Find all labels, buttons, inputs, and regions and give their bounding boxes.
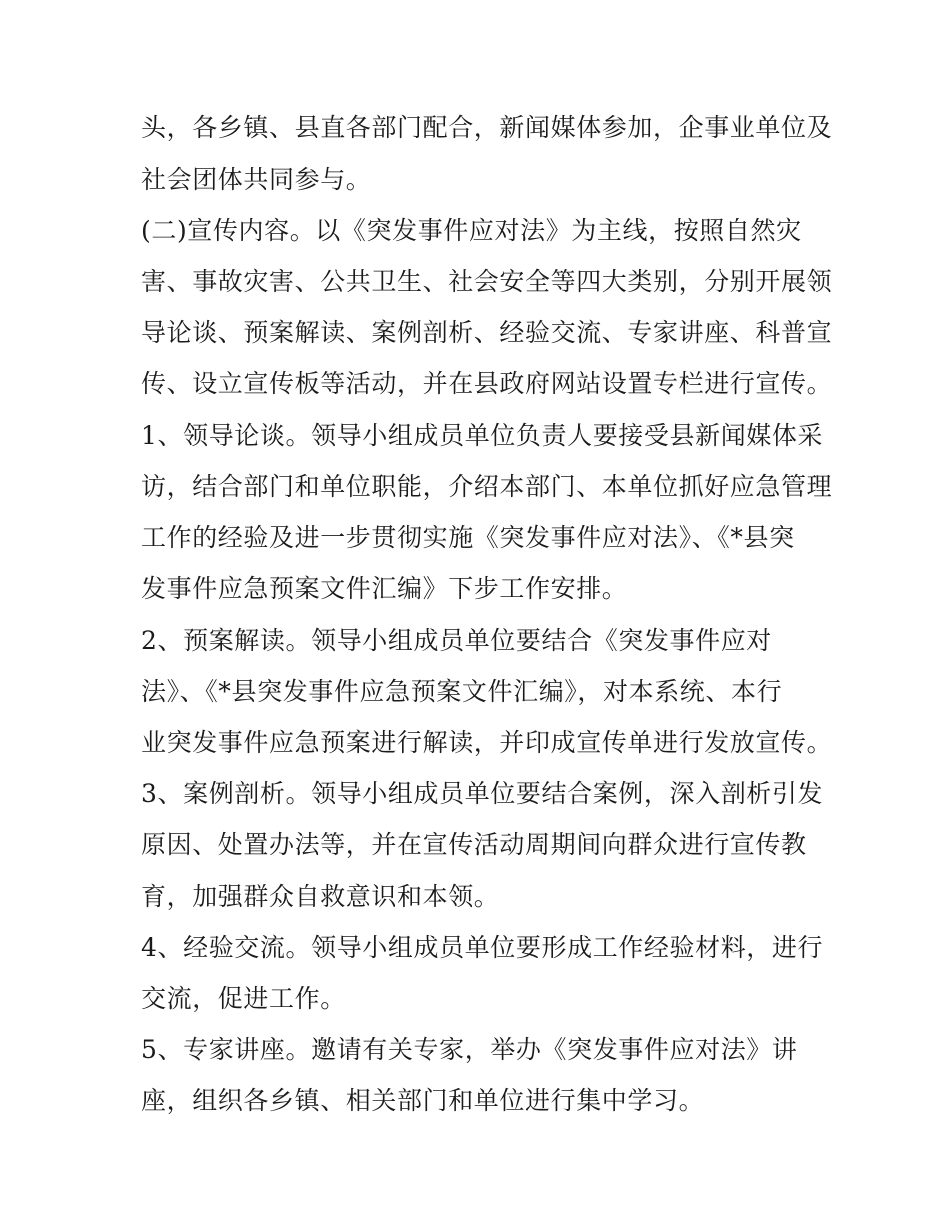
text-line: 传、设立宣传板等活动，并在县政府网站设置专栏进行宣传。 [141, 369, 833, 398]
text-line: 导论谈、预案解读、案例剖析、经验交流、专家讲座、科普宣 [141, 318, 833, 347]
text-line: 3、案例剖析。领导小组成员单位要结合案例，深入剖析引发 [141, 779, 824, 808]
text-line: 2、预案解读。领导小组成员单位要结合《突发事件应对 [141, 626, 772, 655]
text-line: 头，各乡镇、县直各部门配合，新闻媒体参加，企事业单位及 [141, 113, 833, 142]
text-line: 交流，促进工作。 [141, 984, 346, 1013]
text-line: 座，组织各乡镇、相关部门和单位进行集中学习。 [141, 1086, 705, 1115]
text-line: 害、事故灾害、公共卫生、社会安全等四大类别，分别开展领 [141, 267, 833, 296]
text-line: 育，加强群众自救意识和本领。 [141, 882, 500, 911]
text-line: (二)宣传内容。以《突发事件应对法》为主线，按照自然灾 [141, 216, 802, 245]
text-line: 工作的经验及进一步贯彻实施《突发事件应对法》、《*县突 [141, 523, 795, 552]
text-line: 访，结合部门和单位职能，介绍本部门、本单位抓好应急管理 [141, 472, 833, 501]
text-line: 5、专家讲座。邀请有关专家，举办《突发事件应对法》讲 [141, 1035, 798, 1064]
text-line: 4、经验交流。领导小组成员单位要形成工作经验材料，进行 [141, 933, 824, 962]
text-line: 原因、处置办法等，并在宣传活动周期间向群众进行宣传教 [141, 830, 807, 859]
text-line: 发事件应急预案文件汇编》下步工作安排。 [141, 574, 628, 603]
text-line: 业突发事件应急预案进行解读，并印成宣传单进行发放宣传。 [141, 728, 833, 757]
text-line: 法》、《*县突发事件应急预案文件汇编》，对本系统、本行 [141, 677, 783, 706]
text-line: 1、领导论谈。领导小组成员单位负责人要接受县新闻媒体采 [141, 421, 824, 450]
text-line: 社会团体共同参与。 [141, 165, 372, 194]
